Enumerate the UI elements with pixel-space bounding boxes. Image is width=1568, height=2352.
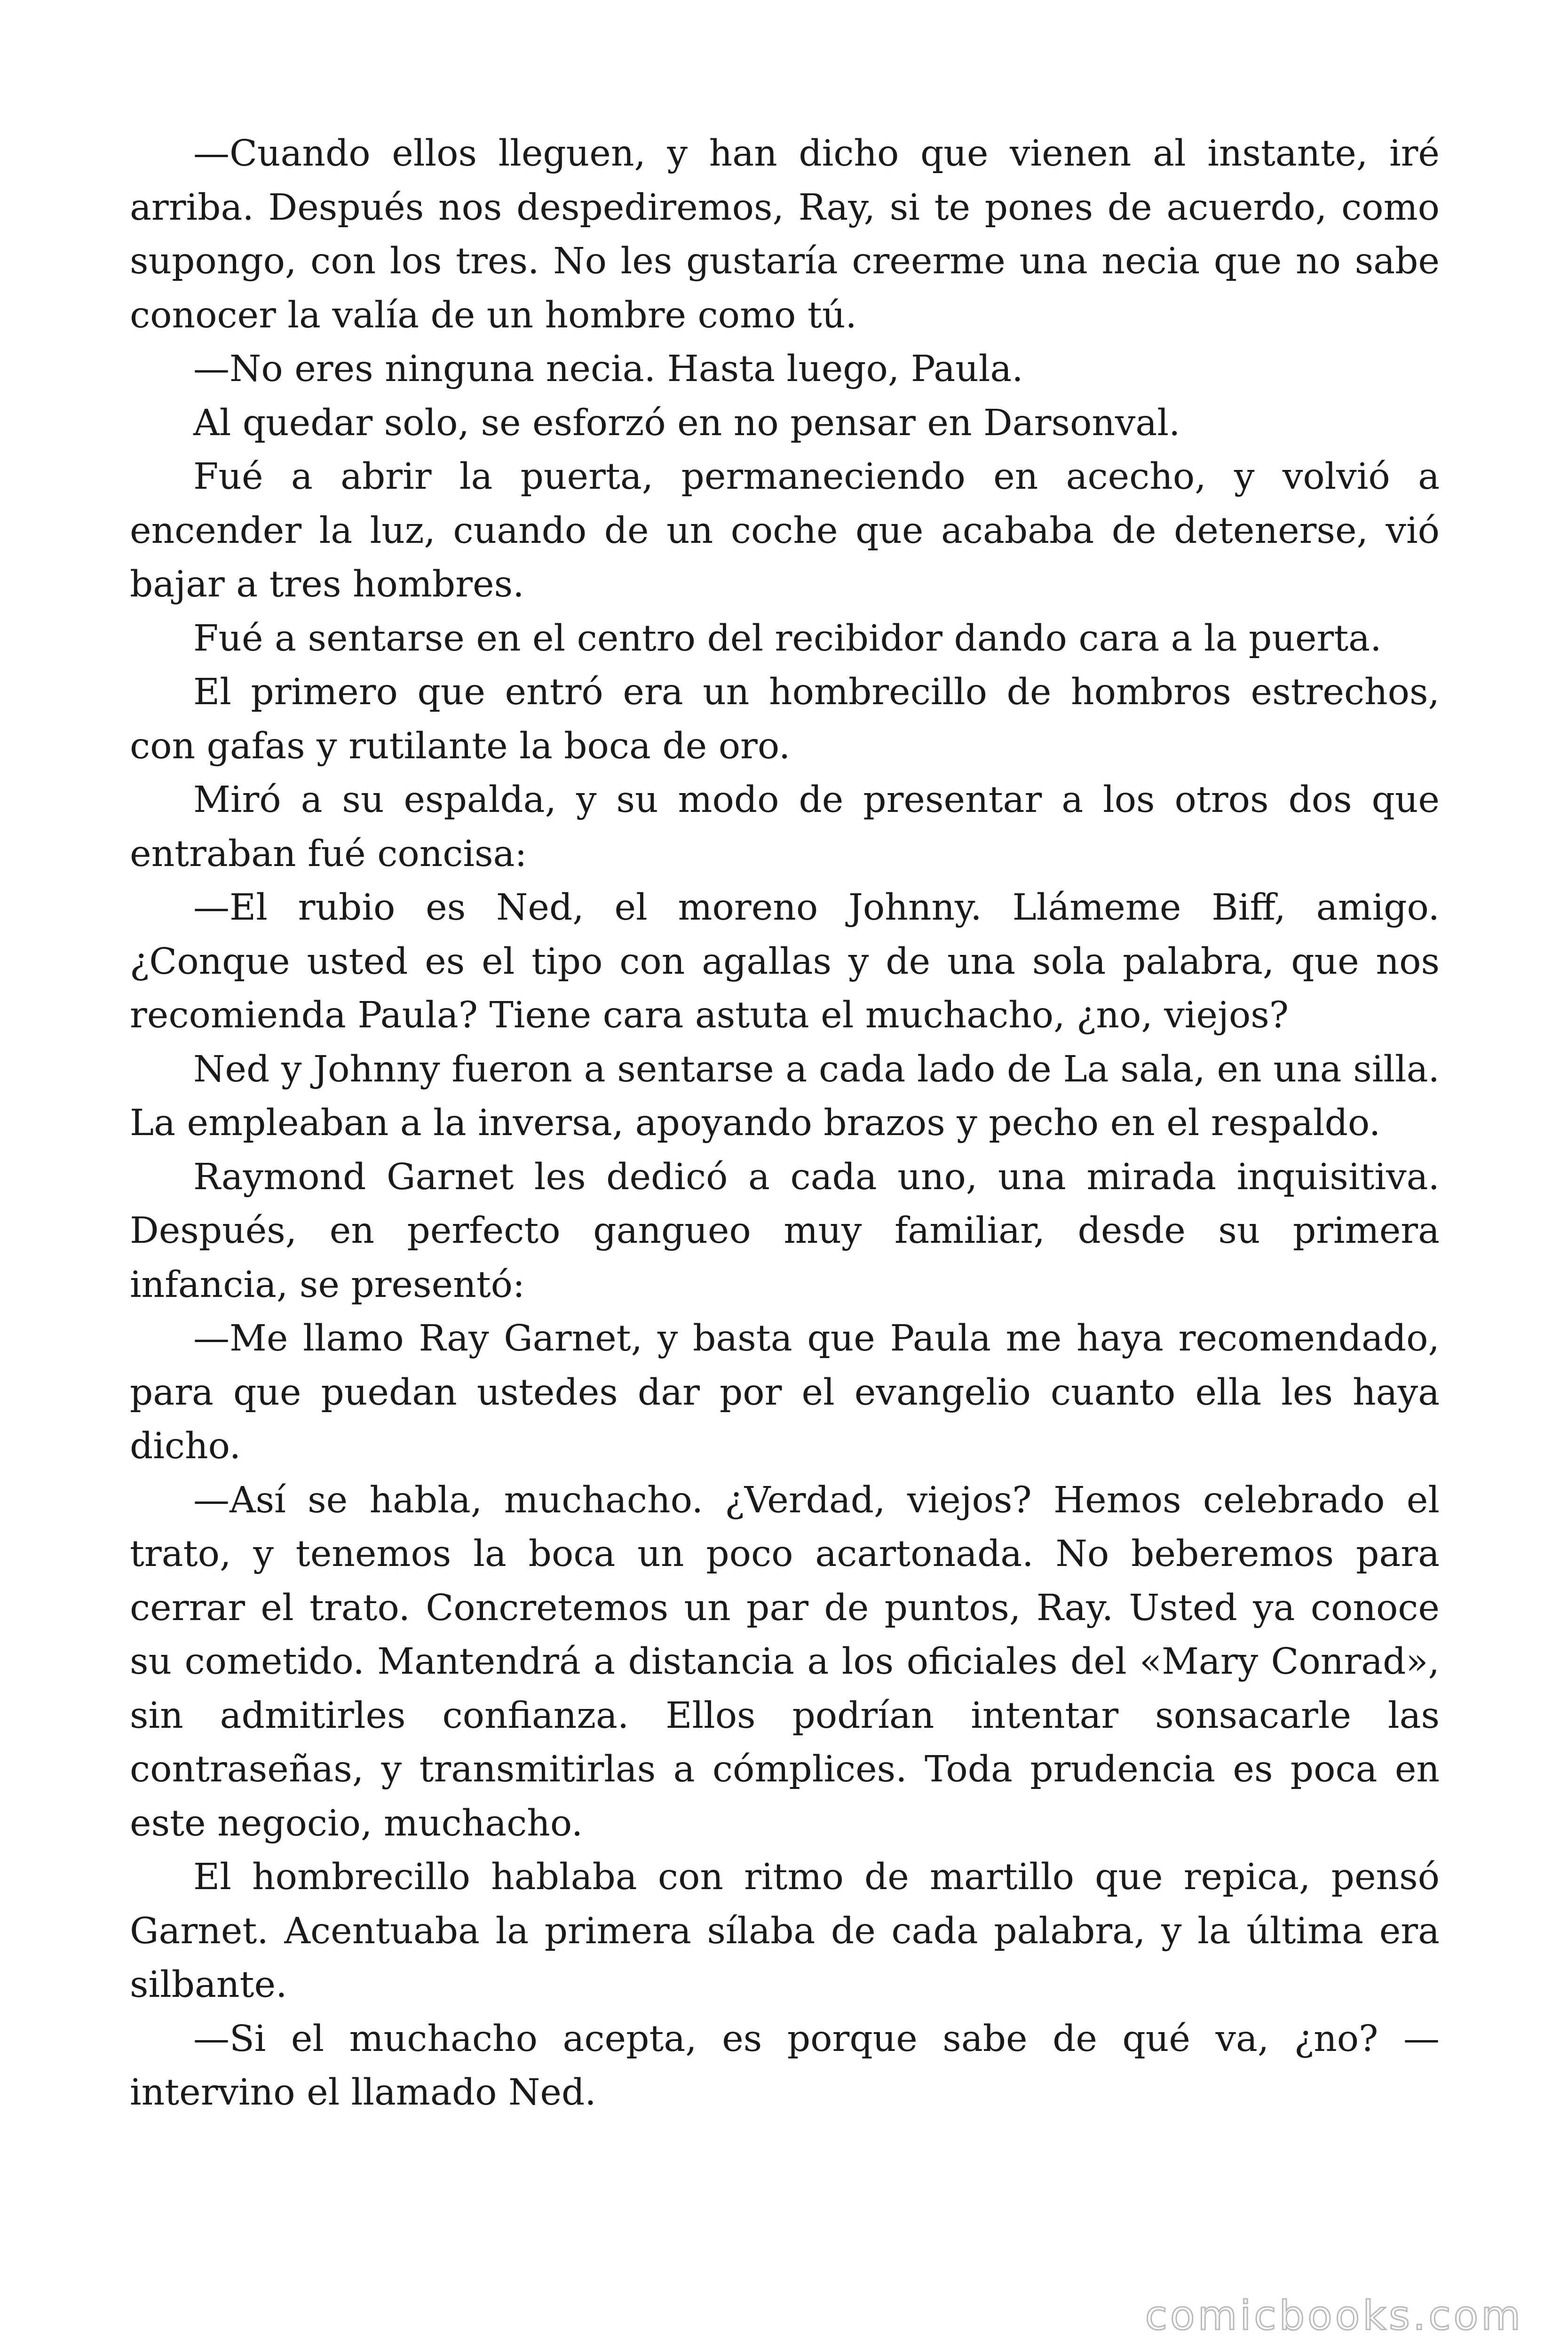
paragraph: El primero que entró era un hombrecillo de hombros estrechos, con gafas y rutilante la boca de oro. [130,671,1440,767]
paragraph: Fué a sentarse en el centro del recibidor dando cara a la puerta. [193,617,1382,660]
paragraph: El hombrecillo hablaba con ritmo de martillo que repica, pensó Garnet. Acentuaba la primera sílaba de cada palabra, y la última era silbante. [130,1856,1440,2006]
paragraph: Raymond Garnet les dedicó a cada uno, una mirada inquisitiva. Después, en perfecto gangueo muy familiar, desde su primera infancia, se presentó: [130,1156,1440,1306]
paragraph: Al quedar solo, se esforzó en no pensar en Darsonval. [193,402,1180,444]
paragraph: —Si el muchacho acepta, es porque sabe de qué va, ¿no? —intervino el llamado Ned. [130,2018,1440,2114]
paragraph: Miró a su espalda, y su modo de presentar a los otros dos que entraban fué concisa: [130,779,1440,875]
paragraph: —No eres ninguna necia. Hasta luego, Paula. [193,348,1023,390]
paragraph: —El rubio es Ned, el moreno Johnny. Llámeme Biff, amigo. ¿Conque usted es el tipo con agallas y de una sola palabra, que nos recomienda Paula? Tiene cara astuta el muchacho, ¿no, viejos? [130,887,1440,1036]
paragraph: Ned y Johnny fueron a sentarse a cada lado de La sala, en una silla. La empleaban a la inversa, apoyando brazos y pecho en el respaldo. [130,1048,1440,1144]
paragraph: —Así se habla, muchacho. ¿Verdad, viejos? Hemos celebrado el trato, y tenemos la boca un poco acartonada. No beberemos para cerrar el trato. Concretemos un par de puntos, Ray. Usted ya conoce su cometido. Mantendrá a distancia a los oficiales del «Mary Conrad», sin admitirles confianza. Ellos podrían intentar sonsacarle las contraseñas, y transmitirlas a cómplices. Toda prudencia es poca en este negocio, muchacho. [130,1479,1440,1844]
watermark: comicbooks.com [1145,2292,1523,2339]
paragraph: —Me llamo Ray Garnet, y basta que Paula me haya recomendado, para que puedan ustedes dar por el evangelio cuanto ella les haya dicho. [130,1318,1440,1467]
paragraph: Fué a abrir la puerta, permaneciendo en acecho, y volvió a encender la luz, cuando de un coche que acababa de detenerse, vió bajar a tres hombres. [130,456,1440,605]
page-body [130,127,1440,2120]
paragraph: —Cuando ellos lleguen, y han dicho que vienen al instante, iré arriba. Después nos despediremos, Ray, si te pones de acuerdo, como supongo, con los tres. No les gustaría creerme una necia que no sabe conocer la valía de un hombre como tú. [130,133,1440,336]
